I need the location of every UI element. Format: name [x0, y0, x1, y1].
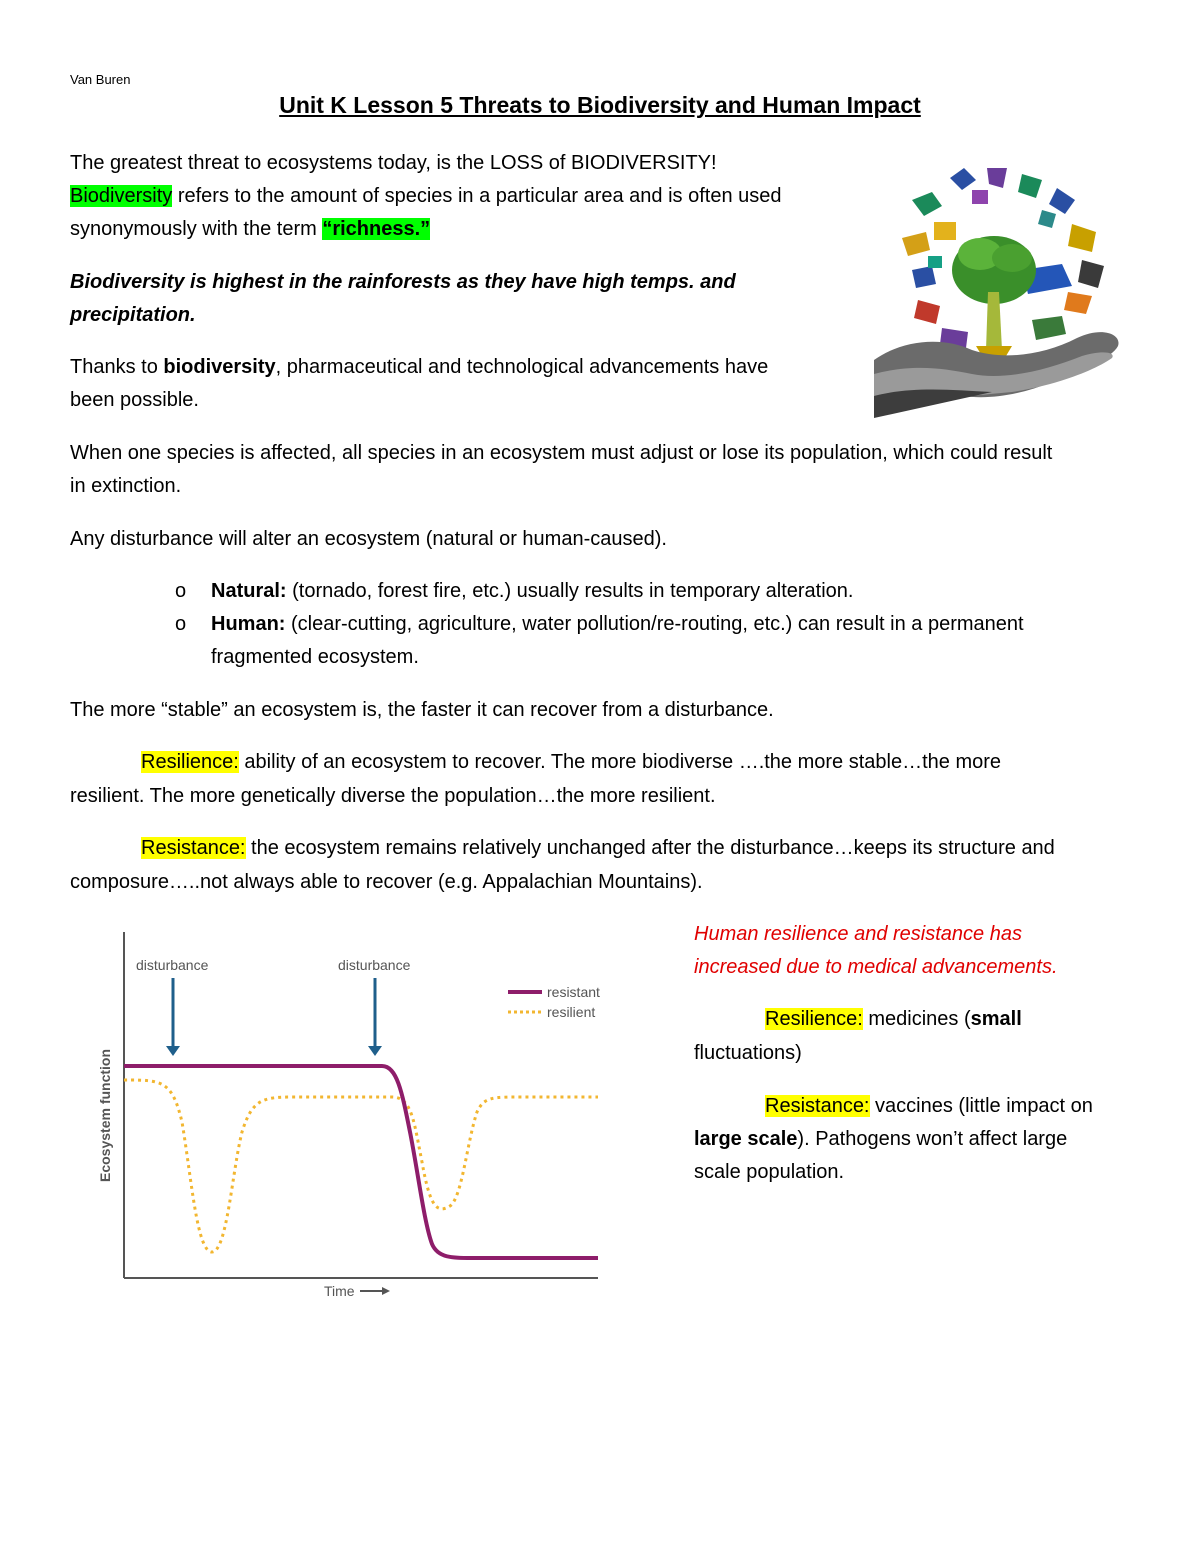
resilience-line-1: Resilience: ability of an ecosystem to recover. The more biodiverse ….the more stable…the more — [141, 751, 1002, 773]
bullet-marker: o — [175, 580, 187, 602]
human-resistance-line-3: scale population. — [694, 1161, 845, 1183]
bullet-human-2: fragmented ecosystem. — [211, 646, 419, 668]
bullet-marker: o — [175, 613, 187, 635]
biodiversity-hand-logo-icon — [872, 160, 1124, 418]
author-name: Van Buren — [70, 72, 131, 87]
page-title: Unit K Lesson 5 Threats to Biodiversity and Human Impact — [279, 92, 921, 118]
bullet-natural: Natural: (tornado, forest fire, etc.) usually results in temporary alteration. — [211, 580, 854, 602]
disturbance-arrowhead-1 — [166, 1046, 180, 1056]
legend-resistant-label: resistant — [547, 984, 600, 1000]
thanks-line-2: been possible. — [70, 389, 199, 411]
y-axis-label: Ecosystem function — [97, 1048, 113, 1182]
rainforest-line-2: precipitation. — [70, 304, 196, 326]
annotation-disturbance-1: disturbance — [136, 957, 209, 973]
species-line-1: When one species is affected, all species in an ecosystem must adjust or lose its population, which could result — [70, 442, 1053, 464]
species-line-2: in extinction. — [70, 475, 182, 497]
human-red-line-1: Human resilience and resistance has — [694, 923, 1022, 945]
biodiversity-definition-2: synonymously with the term “richness.” — [70, 218, 431, 240]
human-red-line-2: increased due to medical advancements. — [694, 956, 1058, 978]
human-resistance-line-1: Resistance: vaccines (little impact on — [765, 1095, 1093, 1117]
thanks-line-1: Thanks to biodiversity, pharmaceutical and technological advancements have — [70, 356, 769, 378]
disturbance-intro: Any disturbance will alter an ecosystem (natural or human-caused). — [70, 528, 667, 550]
human-resistance-line-2: large scale). Pathogens won’t affect large — [694, 1128, 1068, 1150]
biodiversity-definition: Biodiversity refers to the amount of species in a particular area and is often used — [70, 185, 782, 207]
x-axis-arrowhead — [382, 1287, 390, 1295]
resistance-line-2: composure…..not always able to recover (e.g. Appalachian Mountains). — [70, 871, 703, 893]
resistance-line-1: Resistance: the ecosystem remains relatively unchanged after the disturbance…keeps its structure and — [141, 837, 1055, 859]
rainforest-line-1: Biodiversity is highest in the rainforests as they have high temps. and — [70, 271, 736, 293]
intro-line: The greatest threat to ecosystems today, is the LOSS of BIODIVERSITY! — [70, 152, 717, 174]
ecosystem-function-chart — [92, 922, 612, 1307]
series-resilient-line — [124, 1080, 598, 1252]
resilience-line-2: resilient. The more genetically diverse the population…the more resilient. — [70, 785, 716, 807]
biodiversity-term: Biodiversity — [70, 185, 173, 207]
bullet-human: Human: (clear-cutting, agriculture, water pollution/re-routing, etc.) can result in a permanent — [211, 613, 1024, 635]
stable-line: The more “stable” an ecosystem is, the faster it can recover from a disturbance. — [70, 699, 774, 721]
annotation-disturbance-2: disturbance — [338, 957, 411, 973]
series-resistant-line — [124, 1066, 598, 1258]
human-resilience-line-1: Resilience: medicines (small — [765, 1008, 1022, 1030]
human-resilience-line-2: fluctuations) — [694, 1042, 802, 1064]
legend-resilient-label: resilient — [547, 1004, 596, 1020]
disturbance-arrowhead-2 — [368, 1046, 382, 1056]
x-axis-label: Time — [324, 1283, 355, 1299]
richness-term: “richness.” — [322, 218, 431, 240]
